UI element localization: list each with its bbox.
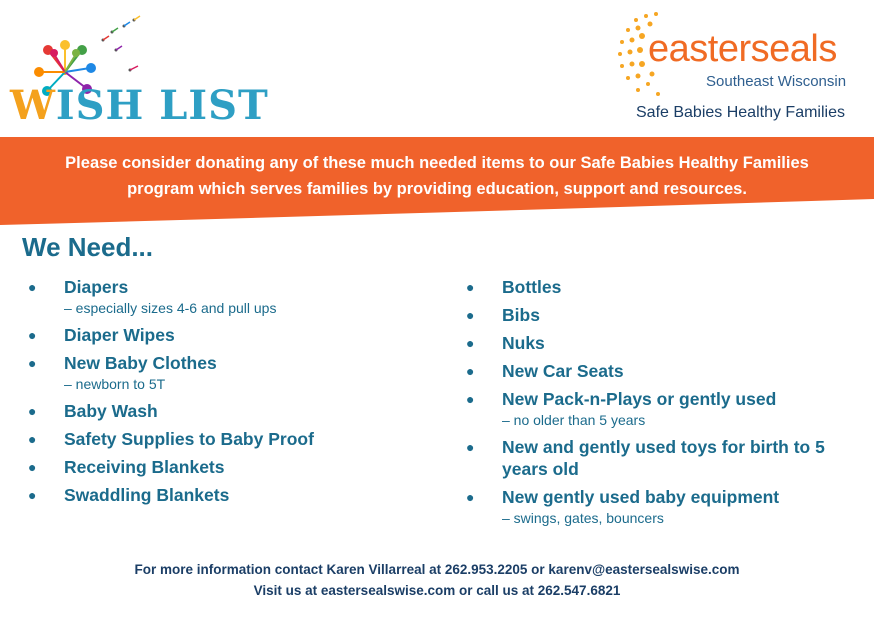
program-tagline: Safe Babies Healthy Families xyxy=(636,104,845,121)
bullet-icon: ● xyxy=(28,327,37,343)
bullet-icon: ● xyxy=(466,391,475,407)
item-label: New gently used baby equipment xyxy=(502,487,780,507)
needs-list-right xyxy=(466,276,866,534)
bullet-icon: ● xyxy=(466,335,475,351)
list-item xyxy=(28,484,428,506)
item-label: Bottles xyxy=(502,277,562,297)
item-label: Diaper Wipes xyxy=(64,325,175,345)
bullet-icon: ● xyxy=(466,279,475,295)
bullet-icon: ● xyxy=(28,403,37,419)
item-label: Swaddling Blankets xyxy=(64,485,230,505)
list-item xyxy=(466,332,866,354)
banner-message xyxy=(0,150,874,202)
item-note: – especially sizes 4-6 and pull ups xyxy=(64,300,277,316)
needs-list-left xyxy=(28,276,428,512)
item-note: – swings, gates, bouncers xyxy=(502,510,664,526)
item-label: Diapers xyxy=(64,277,129,297)
bullet-icon: ● xyxy=(28,487,37,503)
list-item xyxy=(28,428,428,450)
bullet-icon: ● xyxy=(466,307,475,323)
brand-name: easterseals xyxy=(648,28,837,70)
item-label: Baby Wash xyxy=(64,401,158,421)
item-label: Safety Supplies to Baby Proof xyxy=(64,429,314,449)
item-label: New Car Seats xyxy=(502,361,624,381)
bullet-icon: ● xyxy=(466,363,475,379)
contact-info: For more information contact Karen Villarreal at 262.953.2205 or karenv@eastersealswise.com xyxy=(134,562,740,577)
list-item xyxy=(28,276,428,318)
list-item xyxy=(466,486,866,528)
bullet-icon: ● xyxy=(28,279,37,295)
list-item xyxy=(28,324,428,346)
item-note: – no older than 5 years xyxy=(502,412,646,428)
visit-info: Visit us at eastersealswise.com or call us at 262.547.6821 xyxy=(253,583,621,598)
bullet-icon: ● xyxy=(466,489,475,505)
bullet-icon: ● xyxy=(466,439,475,455)
item-label: Nuks xyxy=(502,333,545,353)
brand-region: Southeast Wisconsin xyxy=(706,73,847,90)
item-note: – newborn to 5T xyxy=(64,376,166,392)
item-label: Receiving Blankets xyxy=(64,457,225,477)
item-label: New Pack-n-Plays or gently used xyxy=(502,389,777,409)
banner-line-1: Please consider donating any of these much needed items to our Safe Babies Healthy Families xyxy=(65,154,809,172)
bullet-icon: ● xyxy=(28,431,37,447)
list-item xyxy=(466,436,866,480)
bullet-icon: ● xyxy=(28,459,37,475)
list-item xyxy=(466,276,866,298)
item-label: Bibs xyxy=(502,305,540,325)
wish-list-wordmark: WISH LIST xyxy=(10,82,269,129)
list-item xyxy=(28,352,428,394)
list-item xyxy=(28,456,428,478)
list-item xyxy=(466,360,866,382)
section-heading: We Need... xyxy=(22,232,154,262)
list-item xyxy=(466,388,866,430)
list-item xyxy=(466,304,866,326)
bullet-icon: ● xyxy=(28,355,37,371)
banner-line-2: program which serves families by providing education, support and resources. xyxy=(127,180,747,198)
item-label: New Baby Clothes xyxy=(64,353,217,373)
item-label: New and gently used toys for birth to 5 years old xyxy=(502,437,825,479)
list-item xyxy=(28,400,428,422)
